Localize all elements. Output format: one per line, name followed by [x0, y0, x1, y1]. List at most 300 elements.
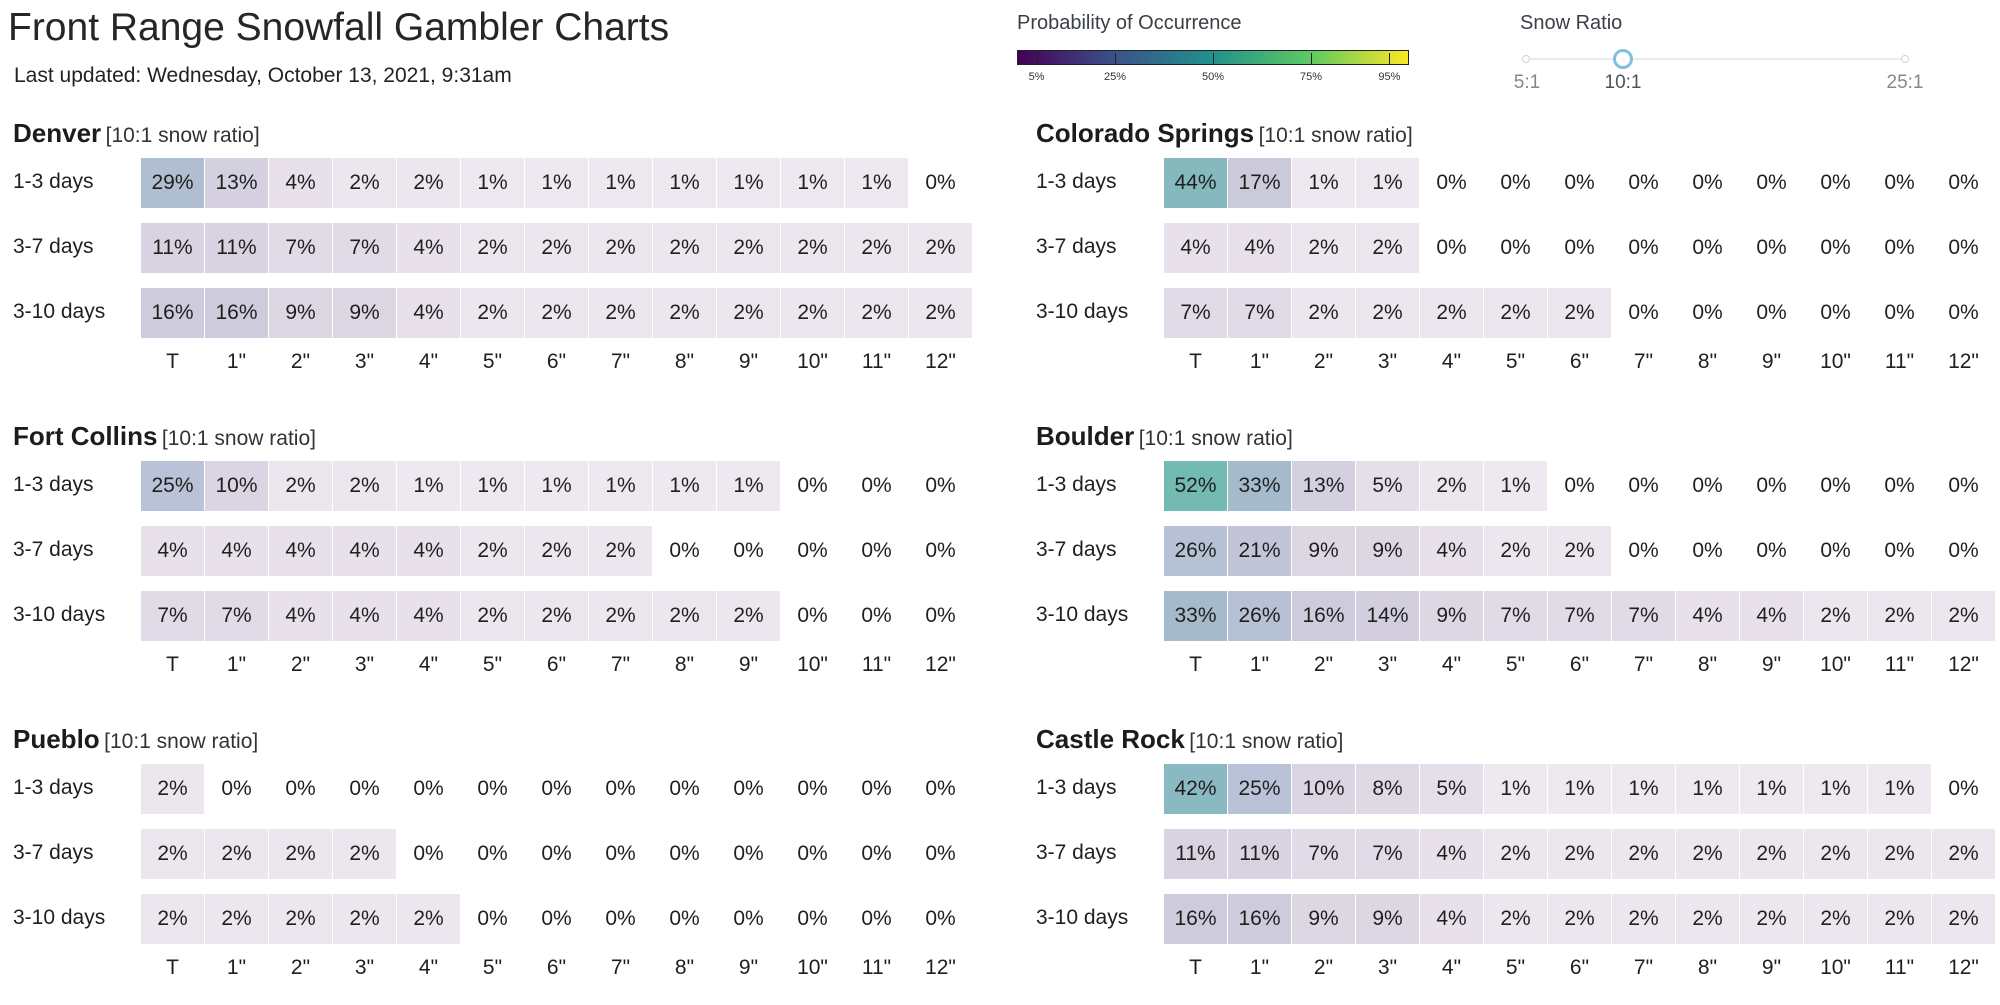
- column-label: 12": [1948, 956, 1979, 979]
- heatmap-cell: 1%: [1292, 158, 1355, 208]
- panel-subtitle: [10:1 snow ratio]: [104, 730, 259, 753]
- panel-title: Denver: [13, 118, 102, 148]
- column-label: 8": [1697, 956, 1718, 979]
- heatmap-cell: 1%: [461, 158, 524, 208]
- heatmap-cell: 13%: [205, 158, 268, 208]
- heatmap-cell: 0%: [1884, 474, 1915, 497]
- heatmap-cell: 2%: [1932, 894, 1995, 944]
- panel-subtitle: [10:1 snow ratio]: [105, 124, 260, 147]
- heatmap-cell: 2%: [333, 461, 396, 511]
- legend-tick-label: 50%: [1201, 71, 1225, 83]
- heatmap-cell: 2%: [205, 894, 268, 944]
- heatmap-cell: 1%: [1740, 764, 1803, 814]
- heatmap-cell: 2%: [461, 591, 524, 641]
- heatmap-cell: 0%: [605, 777, 636, 800]
- heatmap-cell: 0%: [1884, 236, 1915, 259]
- heatmap-cell: 0%: [861, 604, 892, 627]
- heatmap-cell: 0%: [861, 539, 892, 562]
- heatmap-cell: 2%: [909, 288, 972, 338]
- panel-title: Colorado Springs: [1036, 118, 1255, 148]
- heatmap-cell: 2%: [653, 223, 716, 273]
- heatmap-cell: 2%: [1804, 829, 1867, 879]
- snow-ratio-slider-track[interactable]: [1527, 58, 1905, 60]
- heatmap-cell: 0%: [669, 777, 700, 800]
- heatmap-cell: 2%: [1548, 829, 1611, 879]
- heatmap-cell: 2%: [397, 158, 460, 208]
- heatmap-cell: 0%: [797, 604, 828, 627]
- heatmap-cell: 5%: [1356, 461, 1419, 511]
- heatmap-cell: 2%: [525, 526, 588, 576]
- column-label: 6": [546, 653, 567, 676]
- heatmap-cell: 0%: [797, 777, 828, 800]
- column-label: 11": [1884, 653, 1915, 676]
- heatmap-cell: 2%: [1676, 829, 1739, 879]
- heatmap-cell: 0%: [1564, 236, 1595, 259]
- column-label: 4": [418, 653, 439, 676]
- heatmap-cell: 7%: [333, 223, 396, 273]
- heatmap-cell: 9%: [1356, 894, 1419, 944]
- legend-tick-mark: [1311, 53, 1312, 65]
- column-label: 7": [610, 956, 631, 979]
- heatmap-cell: 0%: [1692, 236, 1723, 259]
- heatmap-cell: 2%: [1548, 288, 1611, 338]
- legend-tick-mark: [1037, 53, 1038, 65]
- snow-ratio-option-5[interactable]: 5:1: [1513, 72, 1541, 93]
- heatmap-cell: 0%: [541, 842, 572, 865]
- heatmap-cell: 4%: [397, 526, 460, 576]
- heatmap-cell: 2%: [1484, 894, 1547, 944]
- column-label: 6": [1569, 653, 1590, 676]
- heatmap-cell: 0%: [1692, 171, 1723, 194]
- heatmap-cell: 0%: [797, 474, 828, 497]
- heatmap-cell: 0%: [925, 777, 956, 800]
- heatmap-cell: 9%: [1420, 591, 1483, 641]
- heatmap-cell: 2%: [1484, 288, 1547, 338]
- heatmap-cell: 4%: [1164, 223, 1227, 273]
- column-label: 12": [925, 350, 956, 373]
- heatmap-cell: 2%: [1804, 894, 1867, 944]
- panel-header: [1036, 421, 1293, 452]
- column-label: 11": [861, 350, 892, 373]
- heatmap-cell: 0%: [733, 539, 764, 562]
- heatmap-cell: 0%: [1820, 301, 1851, 324]
- heatmap-cell: 5%: [1420, 764, 1483, 814]
- heatmap-cell: 0%: [1948, 171, 1979, 194]
- heatmap-cell: 2%: [1740, 829, 1803, 879]
- heatmap-cell: 7%: [269, 223, 332, 273]
- heatmap-cell: 0%: [1884, 301, 1915, 324]
- column-label: 8": [1697, 653, 1718, 676]
- heatmap-cell: 0%: [1948, 539, 1979, 562]
- heatmap-cell: 0%: [605, 907, 636, 930]
- heatmap-cell: 11%: [1228, 829, 1291, 879]
- heatmap-cell: 2%: [589, 288, 652, 338]
- column-label: 4": [1441, 350, 1462, 373]
- heatmap-cell: 0%: [733, 777, 764, 800]
- heatmap-cell: 11%: [1164, 829, 1227, 879]
- snow-ratio-option-25[interactable]: 25:1: [1886, 72, 1924, 93]
- row-label: 3-10 days: [1036, 300, 1129, 323]
- column-label: 2": [1313, 956, 1334, 979]
- column-label: 9": [1761, 653, 1782, 676]
- heatmap-cell: 0%: [925, 842, 956, 865]
- panel-title: Pueblo: [13, 724, 100, 754]
- heatmap-cell: 2%: [269, 829, 332, 879]
- heatmap-cell: 4%: [205, 526, 268, 576]
- heatmap-cell: 2%: [141, 764, 204, 814]
- heatmap-cell: 1%: [1676, 764, 1739, 814]
- heatmap-cell: 0%: [605, 842, 636, 865]
- heatmap-cell: 11%: [205, 223, 268, 273]
- snow-ratio-stop-5[interactable]: [1522, 55, 1530, 63]
- column-label: 10": [797, 956, 828, 979]
- heatmap-cell: 0%: [669, 539, 700, 562]
- heatmap-cell: 0%: [1756, 171, 1787, 194]
- row-label: 1-3 days: [13, 170, 94, 193]
- heatmap-cell: 14%: [1356, 591, 1419, 641]
- heatmap-cell: 2%: [1420, 288, 1483, 338]
- column-label: 11": [1884, 956, 1915, 979]
- legend-tick-label: 5%: [1028, 71, 1045, 83]
- last-updated: Last updated: Wednesday, October 13, 2021, 9:31am: [14, 64, 512, 87]
- heatmap-cell: 1%: [1548, 764, 1611, 814]
- heatmap-cell: 0%: [1756, 236, 1787, 259]
- heatmap-cell: 0%: [1948, 236, 1979, 259]
- heatmap-cell: 2%: [1868, 894, 1931, 944]
- column-label: 1": [1249, 350, 1270, 373]
- column-label: 2": [290, 350, 311, 373]
- column-label: 7": [610, 653, 631, 676]
- snow-ratio-stop-25[interactable]: [1901, 55, 1909, 63]
- heatmap-cell: 0%: [1756, 474, 1787, 497]
- heatmap-cell: 1%: [589, 158, 652, 208]
- panel-subtitle: [10:1 snow ratio]: [1258, 124, 1413, 147]
- heatmap-cell: 7%: [1228, 288, 1291, 338]
- row-label: 3-7 days: [13, 538, 94, 561]
- column-label: 12": [1948, 350, 1979, 373]
- heatmap-cell: 2%: [1676, 894, 1739, 944]
- heatmap-cell: 2%: [1356, 223, 1419, 273]
- snow-ratio-slider-handle[interactable]: [1613, 49, 1633, 69]
- row-label: 3-10 days: [1036, 603, 1129, 626]
- heatmap-cell: 0%: [1564, 474, 1595, 497]
- heatmap-cell: 0%: [797, 907, 828, 930]
- column-label: 10": [1820, 350, 1851, 373]
- heatmap-cell: 0%: [861, 777, 892, 800]
- heatmap-cell: 0%: [669, 842, 700, 865]
- heatmap-cell: 0%: [1628, 236, 1659, 259]
- column-label: 2": [1313, 350, 1334, 373]
- column-label: 8": [674, 653, 695, 676]
- heatmap-cell: 9%: [333, 288, 396, 338]
- column-label: 4": [418, 956, 439, 979]
- column-label: T: [166, 956, 179, 979]
- heatmap-cell: 0%: [1436, 171, 1467, 194]
- heatmap-cell: 2%: [1548, 526, 1611, 576]
- heatmap-cell: 2%: [653, 591, 716, 641]
- panel-subtitle: [10:1 snow ratio]: [161, 427, 316, 450]
- column-label: 5": [1505, 653, 1526, 676]
- row-label: 3-10 days: [13, 906, 106, 929]
- heatmap-cell: 13%: [1292, 461, 1355, 511]
- column-label: 9": [1761, 956, 1782, 979]
- heatmap-cell: 0%: [1628, 301, 1659, 324]
- heatmap-cell: 0%: [1692, 539, 1723, 562]
- column-label: 5": [1505, 956, 1526, 979]
- column-label: 1": [226, 956, 247, 979]
- column-label: 1": [226, 350, 247, 373]
- column-label: T: [1189, 956, 1202, 979]
- panel-header: [13, 724, 258, 755]
- heatmap-cell: 1%: [525, 158, 588, 208]
- heatmap-cell: 0%: [1820, 171, 1851, 194]
- heatmap-cell: 0%: [1820, 236, 1851, 259]
- column-label: T: [1189, 350, 1202, 373]
- heatmap-cell: 44%: [1164, 158, 1227, 208]
- heatmap-cell: 1%: [717, 461, 780, 511]
- heatmap-cell: 10%: [205, 461, 268, 511]
- row-label: 3-7 days: [1036, 235, 1117, 258]
- column-label: 4": [1441, 956, 1462, 979]
- column-label: 3": [354, 653, 375, 676]
- heatmap-cell: 4%: [397, 591, 460, 641]
- row-label: 1-3 days: [1036, 473, 1117, 496]
- heatmap-cell: 0%: [477, 907, 508, 930]
- heatmap-cell: 2%: [1292, 223, 1355, 273]
- heatmap-cell: 26%: [1164, 526, 1227, 576]
- legend-tick-label: 25%: [1103, 71, 1127, 83]
- row-label: 3-10 days: [13, 603, 106, 626]
- heatmap-cell: 2%: [1932, 829, 1995, 879]
- heatmap-cell: 2%: [717, 288, 780, 338]
- heatmap-cell: 0%: [1884, 171, 1915, 194]
- heatmap-cell: 2%: [269, 461, 332, 511]
- heatmap-cell: 2%: [1356, 288, 1419, 338]
- heatmap-cell: 2%: [589, 526, 652, 576]
- column-label: 10": [797, 350, 828, 373]
- heatmap-cell: 4%: [1228, 223, 1291, 273]
- heatmap-cell: 17%: [1228, 158, 1291, 208]
- heatmap-cell: 1%: [1868, 764, 1931, 814]
- heatmap-cell: 26%: [1228, 591, 1291, 641]
- heatmap-cell: 2%: [141, 829, 204, 879]
- row-label: 3-7 days: [13, 841, 94, 864]
- page-title: Front Range Snowfall Gambler Charts: [8, 6, 670, 49]
- heatmap-cell: 1%: [717, 158, 780, 208]
- heatmap-cell: 0%: [1948, 474, 1979, 497]
- column-label: 8": [1697, 350, 1718, 373]
- heatmap-cell: 0%: [861, 907, 892, 930]
- heatmap-cell: 4%: [1420, 526, 1483, 576]
- heatmap-cell: 0%: [413, 842, 444, 865]
- heatmap-cell: 0%: [733, 907, 764, 930]
- column-label: 2": [290, 653, 311, 676]
- heatmap-cell: 0%: [1628, 171, 1659, 194]
- panel-title: Fort Collins: [13, 421, 158, 451]
- column-label: 11": [861, 956, 892, 979]
- heatmap-cell: 9%: [1356, 526, 1419, 576]
- heatmap-cell: 2%: [781, 288, 844, 338]
- column-label: 7": [610, 350, 631, 373]
- heatmap-cell: 52%: [1164, 461, 1227, 511]
- column-label: 8": [674, 350, 695, 373]
- column-label: 1": [226, 653, 247, 676]
- heatmap-cell: 0%: [797, 539, 828, 562]
- heatmap-cell: 0%: [733, 842, 764, 865]
- legend-tick-mark: [1389, 53, 1390, 65]
- heatmap-cell: 0%: [861, 842, 892, 865]
- row-label: 1-3 days: [1036, 776, 1117, 799]
- column-label: 6": [1569, 350, 1590, 373]
- heatmap-cell: 1%: [397, 461, 460, 511]
- heatmap-cell: 2%: [1868, 591, 1931, 641]
- column-label: 9": [1761, 350, 1782, 373]
- panel-header: [13, 421, 316, 452]
- panel-title: Boulder: [1036, 421, 1135, 451]
- heatmap-cell: 2%: [1740, 894, 1803, 944]
- heatmap-cell: 7%: [1356, 829, 1419, 879]
- heatmap-cell: 0%: [925, 604, 956, 627]
- row-label: 3-7 days: [1036, 538, 1117, 561]
- heatmap-cell: 2%: [205, 829, 268, 879]
- heatmap-cell: 7%: [1292, 829, 1355, 879]
- row-label: 3-10 days: [13, 300, 106, 323]
- heatmap-cell: 1%: [653, 461, 716, 511]
- heatmap-cell: 16%: [205, 288, 268, 338]
- heatmap-cell: 9%: [1292, 526, 1355, 576]
- heatmap-cell: 0%: [413, 777, 444, 800]
- heatmap-cell: 1%: [589, 461, 652, 511]
- column-label: T: [1189, 653, 1202, 676]
- legend-tick-label: 75%: [1299, 71, 1323, 83]
- heatmap-cell: 2%: [333, 894, 396, 944]
- heatmap-cell: 2%: [269, 894, 332, 944]
- column-label: T: [166, 653, 179, 676]
- heatmap-cell: 0%: [1948, 777, 1979, 800]
- column-label: 5": [482, 653, 503, 676]
- heatmap-cell: 4%: [397, 288, 460, 338]
- heatmap-cell: 7%: [205, 591, 268, 641]
- column-label: 11": [861, 653, 892, 676]
- row-label: 3-10 days: [1036, 906, 1129, 929]
- panel-subtitle: [10:1 snow ratio]: [1138, 427, 1293, 450]
- heatmap-cell: 2%: [1612, 829, 1675, 879]
- heatmap-cell: 2%: [781, 223, 844, 273]
- heatmap-cell: 4%: [269, 591, 332, 641]
- heatmap-cell: 2%: [1292, 288, 1355, 338]
- heatmap-cell: 0%: [1436, 236, 1467, 259]
- column-label: 10": [1820, 653, 1851, 676]
- heatmap-cell: 2%: [1868, 829, 1931, 879]
- column-label: 10": [1820, 956, 1851, 979]
- row-label: 3-7 days: [13, 235, 94, 258]
- heatmap-cell: 2%: [1484, 526, 1547, 576]
- snow-ratio-option-10[interactable]: 10:1: [1604, 72, 1642, 93]
- heatmap-cell: 0%: [925, 539, 956, 562]
- heatmap-cell: 0%: [349, 777, 380, 800]
- heatmap-cell: 1%: [653, 158, 716, 208]
- heatmap-cell: 0%: [1692, 301, 1723, 324]
- heatmap-cell: 0%: [797, 842, 828, 865]
- heatmap-cell: 0%: [1756, 539, 1787, 562]
- heatmap-cell: 2%: [397, 894, 460, 944]
- heatmap-cell: 42%: [1164, 764, 1227, 814]
- column-label: 2": [290, 956, 311, 979]
- heatmap-cell: 2%: [653, 288, 716, 338]
- heatmap-cell: 2%: [1932, 591, 1995, 641]
- heatmap-cell: 1%: [1356, 158, 1419, 208]
- heatmap-cell: 2%: [461, 223, 524, 273]
- heatmap-cell: 0%: [1628, 474, 1659, 497]
- heatmap-cell: 4%: [397, 223, 460, 273]
- heatmap-cell: 9%: [269, 288, 332, 338]
- heatmap-cell: 10%: [1292, 764, 1355, 814]
- heatmap-cell: 2%: [525, 591, 588, 641]
- heatmap-cell: 1%: [1484, 764, 1547, 814]
- heatmap-cell: 4%: [141, 526, 204, 576]
- heatmap-cell: 33%: [1228, 461, 1291, 511]
- column-label: 2": [1313, 653, 1334, 676]
- heatmap-cell: 11%: [141, 223, 204, 273]
- heatmap-cell: 21%: [1228, 526, 1291, 576]
- column-label: 3": [354, 956, 375, 979]
- heatmap-cell: 4%: [333, 591, 396, 641]
- heatmap-cell: 8%: [1356, 764, 1419, 814]
- heatmap-cell: 1%: [461, 461, 524, 511]
- heatmap-cell: 25%: [141, 461, 204, 511]
- heatmap-cell: 2%: [1548, 894, 1611, 944]
- column-label: 12": [925, 653, 956, 676]
- column-label: 5": [482, 956, 503, 979]
- column-label: 7": [1633, 956, 1654, 979]
- column-label: 11": [1884, 350, 1915, 373]
- heatmap-cell: 2%: [525, 223, 588, 273]
- column-label: 6": [546, 350, 567, 373]
- column-label: 4": [1441, 653, 1462, 676]
- heatmap-cell: 0%: [285, 777, 316, 800]
- heatmap-cell: 0%: [1948, 301, 1979, 324]
- heatmap-cell: 4%: [1420, 894, 1483, 944]
- heatmap-cell: 1%: [845, 158, 908, 208]
- heatmap-cell: 2%: [909, 223, 972, 273]
- heatmap-cell: 2%: [717, 223, 780, 273]
- row-label: 1-3 days: [1036, 170, 1117, 193]
- row-label: 3-7 days: [1036, 841, 1117, 864]
- heatmap-cell: 2%: [717, 591, 780, 641]
- heatmap-cell: 4%: [333, 526, 396, 576]
- column-label: 7": [1633, 653, 1654, 676]
- heatmap-cell: 7%: [1548, 591, 1611, 641]
- heatmap-cell: 16%: [1228, 894, 1291, 944]
- heatmap-cell: 0%: [925, 474, 956, 497]
- column-label: 9": [738, 653, 759, 676]
- heatmap-cell: 2%: [1612, 894, 1675, 944]
- column-label: 3": [1377, 350, 1398, 373]
- column-label: 5": [482, 350, 503, 373]
- column-label: 3": [1377, 653, 1398, 676]
- heatmap-cell: 1%: [1804, 764, 1867, 814]
- heatmap-cell: 2%: [845, 223, 908, 273]
- heatmap-cell: 7%: [1612, 591, 1675, 641]
- heatmap-cell: 0%: [861, 474, 892, 497]
- heatmap-cell: 16%: [1164, 894, 1227, 944]
- heatmap-cell: 0%: [1564, 171, 1595, 194]
- snow-ratio-title: Snow Ratio: [1520, 12, 1623, 34]
- panel-header: [1036, 118, 1413, 149]
- column-label: 5": [1505, 350, 1526, 373]
- heatmap-cell: 0%: [1884, 539, 1915, 562]
- heatmap-cell: 0%: [1628, 539, 1659, 562]
